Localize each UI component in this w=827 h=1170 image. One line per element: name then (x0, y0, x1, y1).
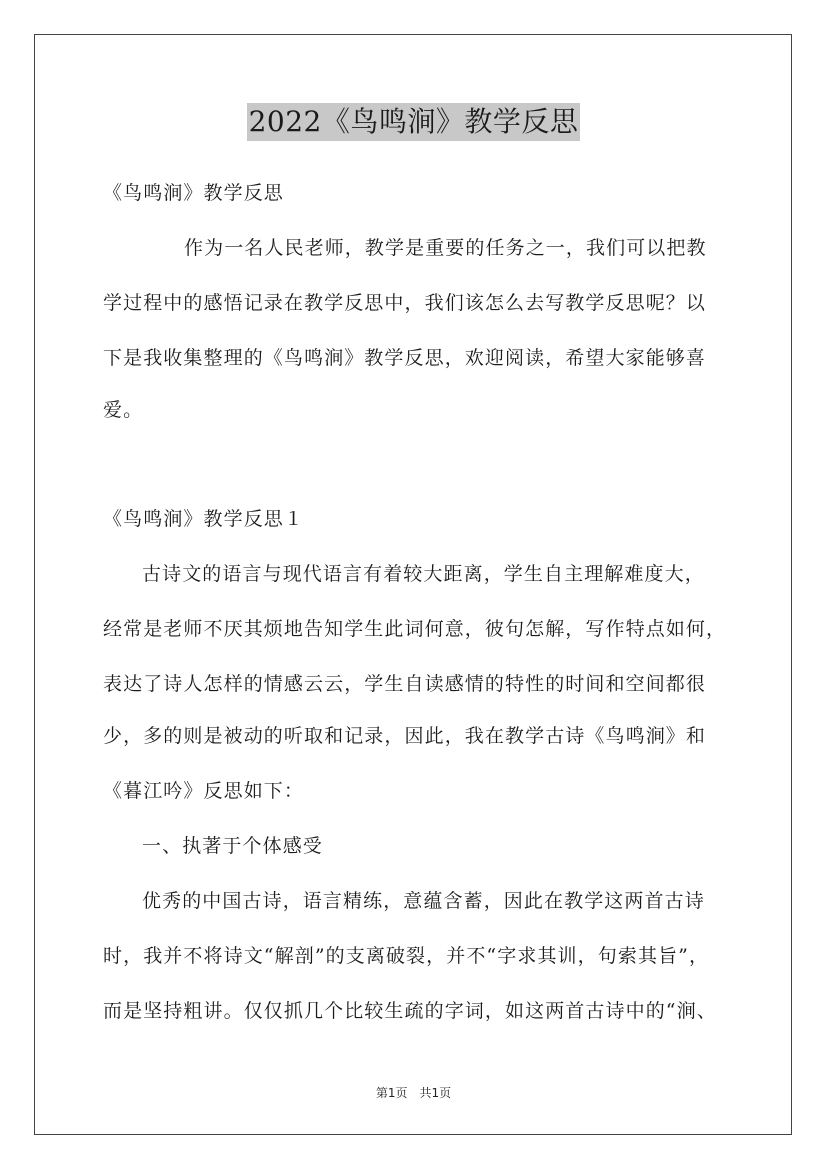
paragraph-line: 爱。 (103, 399, 144, 421)
section-heading-1: 《鸟鸣涧》教学反思１ (103, 508, 305, 530)
paragraph-line: 经常是老师不厌其烦地告知学生此词何意，彼句怎解，写作特点如何， (103, 618, 727, 640)
section-heading-intro: 《鸟鸣涧》教学反思 (103, 182, 284, 204)
paragraph-line: 少，多的则是被动的听取和记录，因此，我在教学古诗《鸟鸣涧》和 (103, 725, 707, 747)
title-container (0, 103, 827, 141)
paragraph-line: 下是我收集整理的《鸟鸣涧》教学反思，欢迎阅读，希望大家能够喜 (103, 347, 707, 369)
paragraph-line: 而是坚持粗讲。仅仅抓几个比较生疏的字词，如这两首古诗中的“涧、 (103, 1000, 717, 1022)
paragraph-line: 学过程中的感悟记录在教学反思中，我们该怎么去写教学反思呢？以 (103, 292, 707, 314)
paragraph-line: 表达了诗人怎样的情感云云，学生自读感情的特性的时间和空间都很 (103, 673, 707, 695)
page-footer: 第1页 共1页 (375, 1086, 452, 1100)
paragraph-line: 时，我并不将诗文“解剖”的支离破裂，并不“字求其训，句索其旨”， (103, 945, 710, 967)
paragraph-line: 作为一名人民老师，教学是重要的任务之一，我们可以把教 (184, 237, 707, 259)
paragraph-line: 古诗文的语言与现代语言有着较大距离，学生自主理解难度大， (142, 563, 705, 585)
paragraph-line: 优秀的中国古诗，语言精练，意蕴含蓄，因此在教学这两首古诗 (142, 890, 705, 912)
paragraph-line: 《暮江吟》反思如下： (103, 780, 305, 802)
subheading-one: 一、执著于个体感受 (142, 835, 323, 857)
document-title: 2022《鸟鸣涧》教学反思 (247, 103, 581, 141)
